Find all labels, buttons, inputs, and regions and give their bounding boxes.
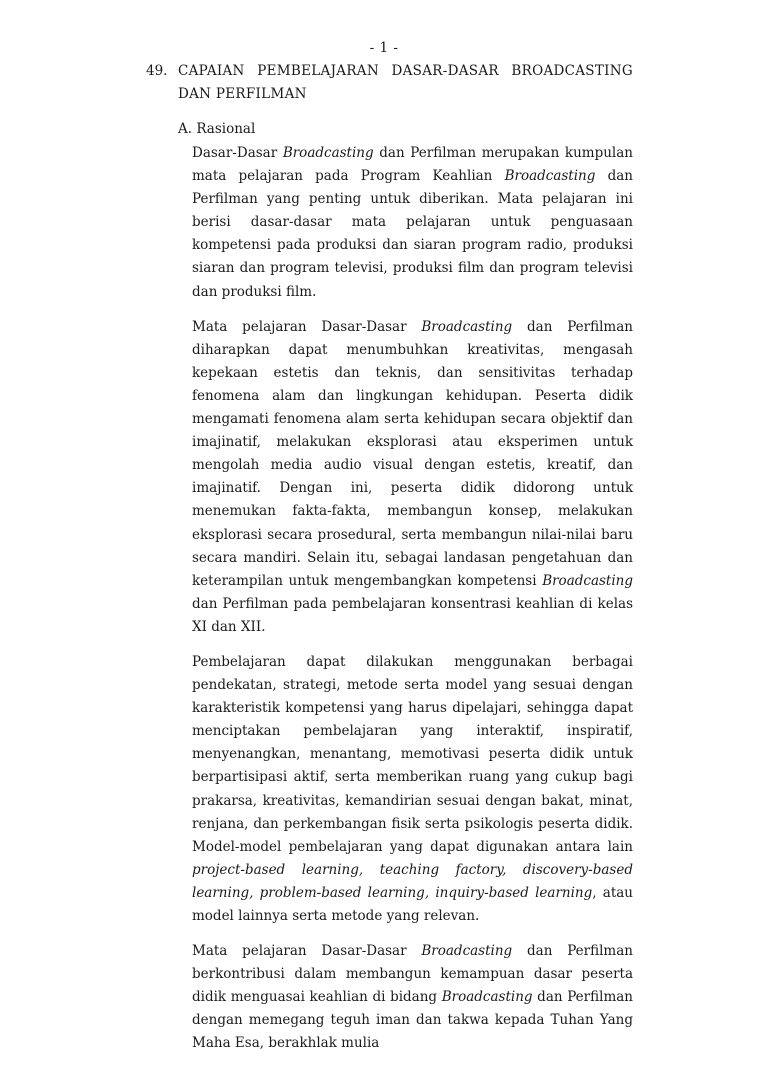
paragraph-text: dan Perfilman berkontribusi dalam membangun kemampuan dasar peserta didik menguasai keahlian di bidang [192, 943, 633, 1006]
paragraph-text: Dasar-Dasar [192, 145, 283, 161]
page-number: - 1 - [369, 40, 399, 56]
paragraph-text: dan Perfilman yang penting untuk diberikan. Mata pelajaran ini berisi dasar-dasar mata pelajaran untuk penguasaan kompetensi pada produksi dan siaran program radio, produksi siaran dan program televisi, produksi film dan program televisi dan produksi film. [192, 168, 633, 300]
chapter-number: 49. [146, 63, 168, 79]
paragraph-text: dan Perfilman diharapkan dapat menumbuhkan kreativitas, mengasah kepekaan estetis dan teknis, dan sensitivitas terhadap fenomena alam dan lingkungan kehidupan. Peserta didik mengamati fenomena alam serta kehidupan secara objektif dan imajinatif, melakukan eksplorasi atau eksperimen untuk mengolah media audio visual dengan estetis, kreatif, dan imajinatif. Dengan ini, peserta didik didorong untuk menemukan fakta-fakta, membangun konsep, melakukan eksplorasi secara prosedural, serta membangun nilai-nilai baru secara mandiri. Selain itu, sebagai landasan pengetahuan dan keterampilan untuk mengembangkan kompetensi [192, 318, 633, 589]
paragraph-text: dan Perfilman dengan memegang teguh iman dan takwa kepada Tuhan Yang Maha Esa, berakhlak mulia [192, 989, 633, 1052]
italic-term: Broadcasting [282, 145, 374, 161]
italic-term: Broadcasting [421, 318, 513, 335]
paragraph-text: , atau model lainnya serta metode yang relevan. [192, 884, 633, 924]
italic-term: Broadcasting [441, 989, 533, 1006]
paragraph-1 [192, 142, 633, 304]
section-body [192, 142, 633, 1068]
paragraph-text: Mata pelajaran Dasar-Dasar [192, 318, 422, 335]
paragraph-2 [192, 316, 633, 639]
paragraph-4 [192, 940, 633, 1055]
paragraph-text: Mata pelajaran Dasar-Dasar [192, 943, 422, 960]
italic-term: Broadcasting [542, 572, 633, 589]
paragraph-text: dan Perfilman pada pembelajaran konsentrasi keahlian di kelas XI dan XII. [192, 595, 633, 635]
italic-term: project-based learning, teaching factory, discovery-based learning, problem-based learning, inquiry-based learning [192, 861, 633, 901]
paragraph-text: dan Perfilman merupakan kumpulan mata pelajaran pada Program Keahlian [192, 145, 633, 185]
section-heading: A. Rasional [178, 121, 256, 137]
chapter-title: CAPAIAN PEMBELAJARAN DASAR-DASAR BROADCASTING DAN PERFILMAN [178, 63, 633, 102]
italic-term: Broadcasting [421, 943, 513, 960]
italic-term: Broadcasting [504, 168, 596, 185]
chapter-heading [146, 60, 633, 106]
paragraph-text: Pembelajaran dapat dilakukan menggunakan berbagai pendekatan, strategi, metode serta model yang sesuai dengan karakteristik kompetensi yang harus dipelajari, sehingga dapat menciptakan pembelajaran yang interaktif, inspiratif, menyenangkan, menantang, memotivasi peserta didik untuk berpartisipasi aktif, serta memberikan ruang yang cukup bagi prakarsa, kreativitas, kemandirian sesuai dengan bakat, minat, renjana, dan perkembangan fisik serta psikologis peserta didik. Model-model pembelajaran yang dapat digunakan antara lain [192, 653, 633, 855]
paragraph-3 [192, 651, 633, 928]
